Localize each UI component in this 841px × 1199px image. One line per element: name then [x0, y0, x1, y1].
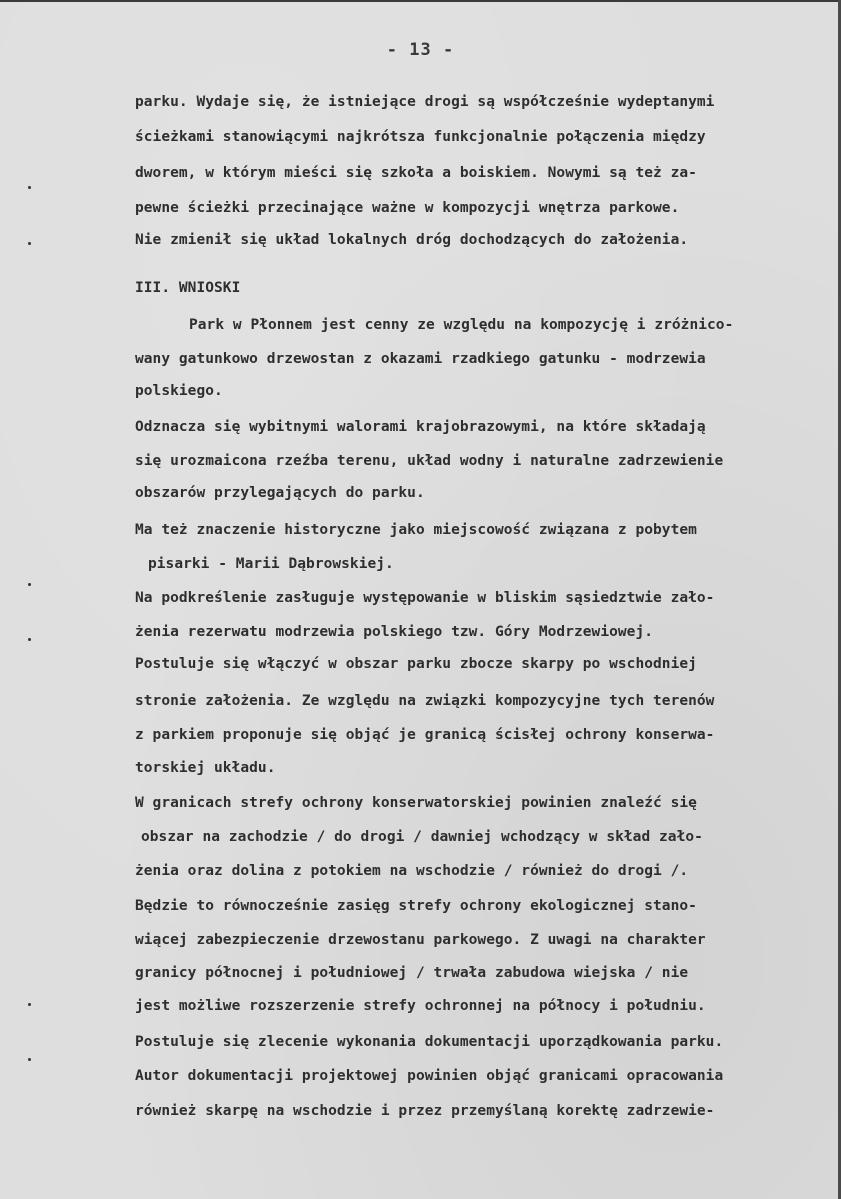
text-line: stronie założenia. Ze względu na związki kompozycyjne tych terenów: [135, 693, 715, 709]
text-line: torskiej układu.: [135, 760, 276, 776]
text-line: żenia rezerwatu modrzewia polskiego tzw. Góry Modrzewiowej.: [135, 624, 654, 640]
text-line: obszar na zachodzie / do drogi / dawniej wchodzący w skład zało-: [141, 829, 703, 845]
text-line: Park w Płonnem jest cenny ze względu na kompozycję i zróżnico-: [189, 317, 734, 333]
text-line: z parkiem proponuje się objąć je granicą ścisłej ochrony konserwa-: [135, 727, 715, 743]
margin-dot: [28, 242, 31, 245]
text-line: ścieżkami stanowiącymi najkrótsza funkcjonalnie połączenia między: [135, 129, 706, 145]
text-line: również skarpę na wschodzie i przez przemyślaną korektę zadrzewie-: [135, 1103, 715, 1119]
text-line: Postuluje się zlecenie wykonania dokumentacji uporządkowania parku.: [135, 1034, 724, 1050]
text-line: Postuluje się włączyć w obszar parku zbocze skarpy po wschodniej: [135, 656, 697, 672]
text-line: Nie zmienił się układ lokalnych dróg dochodzących do założenia.: [135, 232, 689, 248]
text-line: W granicach strefy ochrony konserwatorskiej powinien znaleźć się: [135, 795, 697, 811]
margin-dot: [28, 638, 31, 641]
text-line: Ma też znaczenie historyczne jako miejscowość związana z pobytem: [135, 522, 697, 538]
page-top-edge: [0, 0, 841, 2]
text-line: się urozmaicona rzeźba terenu, układ wodny i naturalne zadrzewienie: [135, 453, 724, 469]
margin-dot: [28, 583, 31, 586]
text-line: żenia oraz dolina z potokiem na wschodzie / również do drogi /.: [135, 863, 689, 879]
text-line: granicy północnej i południowej / trwała zabudowa wiejska / nie: [135, 965, 689, 981]
margin-dot: [28, 1058, 31, 1061]
text-line: Na podkreślenie zasługuje występowanie w bliskim sąsiedztwie zało-: [135, 590, 715, 606]
text-line: Odznacza się wybitnymi walorami krajobrazowymi, na które składają: [135, 419, 706, 435]
text-line: pewne ścieżki przecinające ważne w kompozycji wnętrza parkowe.: [135, 200, 680, 216]
text-line: Autor dokumentacji projektowej powinien objąć granicami opracowania: [135, 1068, 724, 1084]
text-line: Będzie to równocześnie zasięg strefy ochrony ekologicznej stano-: [135, 898, 697, 914]
section-heading: III. WNIOSKI: [135, 280, 241, 296]
margin-dot: [28, 1003, 31, 1006]
text-line: wiącej zabezpieczenie drzewostanu parkowego. Z uwagi na charakter: [135, 932, 706, 948]
text-line: polskiego.: [135, 383, 223, 399]
page-number: - 13 -: [386, 40, 455, 60]
text-line: wany gatunkowo drzewostan z okazami rzadkiego gatunku - modrzewia: [135, 351, 706, 367]
text-line: pisarki - Marii Dąbrowskiej.: [148, 556, 394, 572]
text-line: obszarów przylegających do parku.: [135, 485, 425, 501]
text-line: parku. Wydaje się, że istniejące drogi są współcześnie wydeptanymi: [135, 94, 715, 110]
margin-dot: [28, 186, 31, 189]
text-line: dworem, w którym mieści się szkoła a boiskiem. Nowymi są też za-: [135, 165, 697, 181]
text-line: jest możliwe rozszerzenie strefy ochronnej na północy i południu.: [135, 998, 706, 1014]
